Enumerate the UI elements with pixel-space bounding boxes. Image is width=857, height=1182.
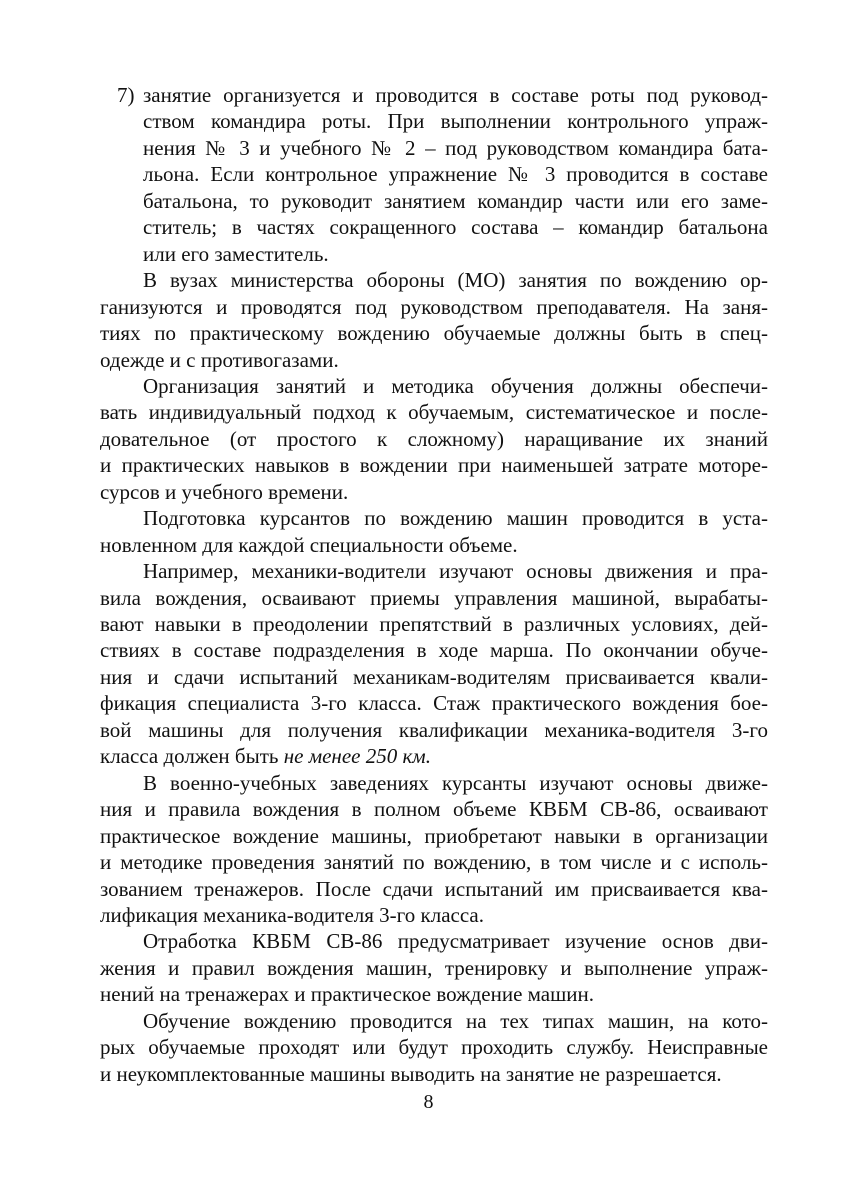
text-line: [100, 532, 768, 558]
text-line: [100, 664, 768, 690]
text-line: [143, 108, 768, 134]
text-line: [100, 347, 768, 373]
line-text: вила вождения, осваивают приемы управления машиной, вырабаты-: [100, 585, 768, 610]
text-line: [100, 981, 768, 1007]
text-line: [100, 849, 768, 875]
text-line: [143, 770, 768, 796]
line-text: ститель; в частях сокращенного состава – командир батальона: [143, 215, 768, 240]
text-line: [100, 690, 768, 716]
text-line: [143, 267, 768, 293]
text-line: [100, 399, 768, 425]
text-line: [143, 928, 768, 954]
list-marker: 7): [117, 83, 135, 107]
text-line: [100, 611, 768, 637]
line-text: тиях по практическому вождению обучаемые должны быть в спец-: [100, 321, 768, 346]
line-text: довательное (от простого к сложному) наращивание их знаний: [100, 426, 768, 451]
text-line: [100, 717, 768, 743]
page-number: 8: [423, 1091, 434, 1113]
text-line: [143, 241, 768, 267]
text-line: [143, 135, 768, 161]
line-text: вать индивидуальный подход к обучаемым, систематическое и после-: [100, 400, 768, 425]
line-text: Например, механики-водители изучают основы движения и пра-: [143, 559, 768, 584]
text-line: [100, 452, 768, 478]
text-line: [143, 505, 768, 531]
line-text: сурсов и учебного времени.: [100, 479, 349, 504]
line-text: вой машины для получения квалификации механика-водителя 3-го: [100, 717, 768, 742]
line-text: класса должен быть: [100, 744, 284, 769]
text-line: [100, 796, 768, 822]
line-text: и методике проведения занятий по вождению, в том числе и с исполь-: [100, 850, 768, 875]
line-text: В вузах министерства обороны (МО) занятия по вождению ор-: [143, 268, 768, 293]
line-text: Отработка КВБМ СВ-86 предусматривает изучение основ дви-: [143, 929, 768, 954]
line-text: ния и правила вождения в полном объеме КВБМ СВ-86, осваивают: [100, 797, 768, 822]
line-text: лификация механика-водителя 3-го класса.: [100, 902, 484, 927]
text-line: [100, 743, 768, 769]
line-text: и практических навыков в вождении при наименьшей затрате моторе-: [100, 453, 768, 478]
line-text: фикация специалиста 3-го класса. Стаж практического вождения бое-: [100, 691, 768, 716]
text-line: [100, 585, 768, 611]
text-line: [100, 823, 768, 849]
line-text: Обучение вождению проводится на тех типах машин, на кото-: [143, 1008, 768, 1033]
text-line: [100, 294, 768, 320]
line-text: Организация занятий и методика обучения должны обеспечи-: [143, 373, 768, 398]
line-text: и неукомплектованные машины выводить на занятие не разрешается.: [100, 1061, 722, 1086]
line-text: ством командира роты. При выполнении контрольного упраж-: [143, 109, 768, 134]
text-line: [117, 82, 768, 108]
line-text: зованием тренажеров. После сдачи испытаний им присваивается ква-: [100, 876, 768, 901]
text-line: [100, 637, 768, 663]
text-line: [143, 214, 768, 240]
text-line: [143, 1008, 768, 1034]
text-line: [100, 320, 768, 346]
line-text: батальона, то руководит занятием командир части или его заме-: [143, 188, 768, 213]
line-text: вают навыки в преодолении препятствий в различных условиях, дей-: [100, 612, 768, 636]
line-text: занятие организуется и проводится в составе роты под руковод-: [143, 83, 768, 107]
text-line: [100, 1034, 768, 1060]
text-line: [100, 479, 768, 505]
text-line: [100, 955, 768, 981]
line-text: льона. Если контрольное упражнение № 3 проводится в составе: [143, 162, 768, 187]
line-text: рых обучаемые проходят или будут проходить службу. Неисправные: [100, 1035, 768, 1060]
line-text: одежде и с противогазами.: [100, 347, 339, 372]
line-text: ствиях в составе подразделения в ходе марша. По окончании обуче-: [100, 638, 768, 663]
line-text: ганизуются и проводятся под руководством преподавателя. На заня-: [100, 294, 768, 319]
text-line: [143, 188, 768, 214]
text-line: [100, 426, 768, 452]
line-text: В военно-учебных заведениях курсанты изучают основы движе-: [143, 770, 768, 795]
line-text: жения и правил вождения машин, тренировку и выполнение упраж-: [100, 955, 768, 980]
line-text: нений на тренажерах и практическое вождение машин.: [100, 982, 595, 1007]
line-text: или его заместитель.: [143, 241, 329, 266]
text-line: [143, 558, 768, 584]
text-line: [100, 876, 768, 902]
text-line: [143, 161, 768, 187]
line-text: новленном для каждой специальности объеме.: [100, 532, 518, 557]
line-text: практическое вождение машины, приобретают навыки в организации: [100, 823, 768, 848]
text-line: [143, 373, 768, 399]
italic-emphasis: не менее 250 км.: [283, 744, 431, 769]
line-text: Подготовка курсантов по вождению машин проводится в уста-: [143, 506, 768, 531]
line-text: нения № 3 и учебного № 2 – под руководством командира бата-: [143, 135, 768, 160]
text-line: [100, 902, 768, 928]
text-line: [100, 1061, 768, 1087]
line-text: ния и сдачи испытаний механикам-водителям присваивается квали-: [100, 664, 768, 689]
